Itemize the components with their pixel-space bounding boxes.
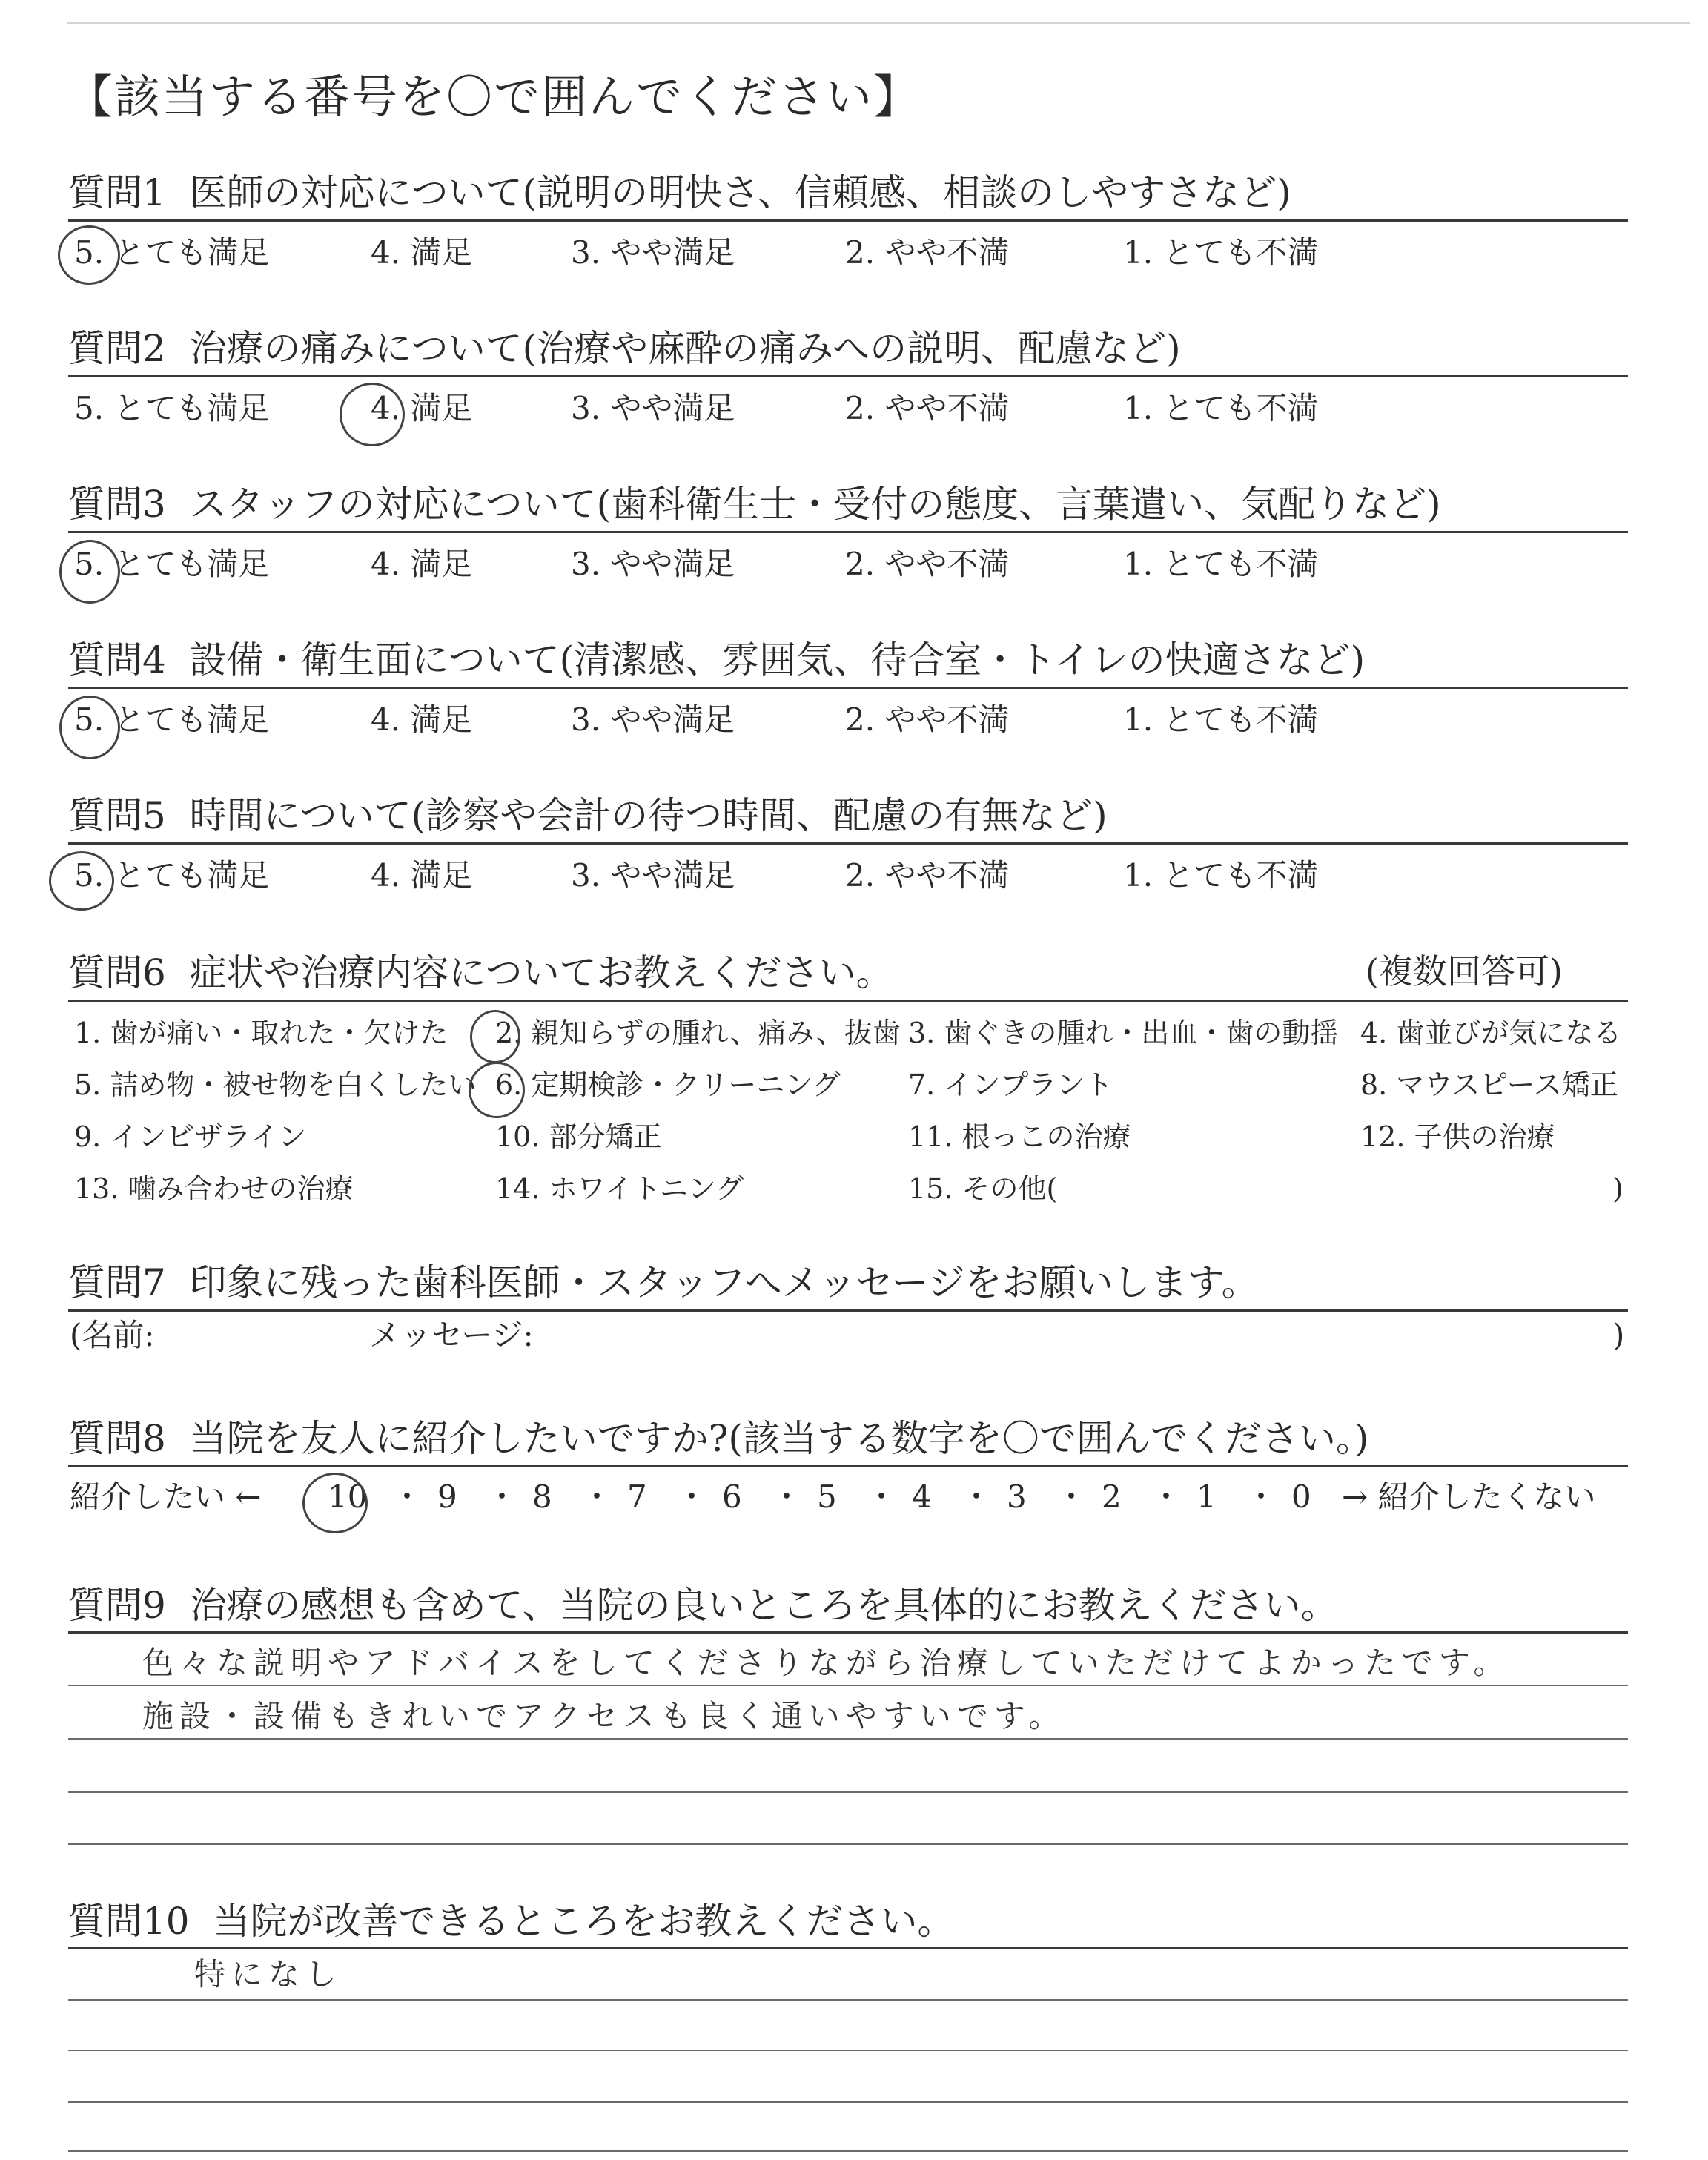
q5-option-1[interactable]: 1. とても不満 <box>1123 857 1319 894</box>
scale-separator: ・ <box>1151 1479 1182 1515</box>
q6-option-2[interactable]: 2. 親知らずの腫れ、痛み、抜歯 <box>495 1017 901 1049</box>
q3-option-4[interactable]: 4. 満足 <box>371 546 473 582</box>
question-text: 当院が改善できるところをお教えください。 <box>213 1900 955 1943</box>
scale-4[interactable]: 4 <box>912 1479 932 1515</box>
question-1-title <box>68 171 1291 214</box>
scale-8[interactable]: 8 <box>532 1479 552 1515</box>
divider <box>68 1947 1628 1949</box>
q6-option-3[interactable]: 3. 歯ぐきの腫れ・出血・歯の動揺 <box>908 1017 1339 1049</box>
answer-line <box>68 2050 1628 2051</box>
scale-separator: ・ <box>961 1479 993 1515</box>
question-text: 当院を友人に紹介したいですか?(該当する数字を〇で囲んでください。) <box>189 1417 1369 1460</box>
q5-option-5[interactable]: 5. とても満足 <box>74 857 270 894</box>
question-label: 質問8 <box>68 1417 166 1460</box>
name-label: (名前: <box>70 1317 155 1353</box>
selection-circle <box>59 540 120 604</box>
question-text: 時間について(診察や会計の待つ時間、配慮の有無など) <box>189 794 1108 837</box>
question-5-title <box>68 794 1108 837</box>
question-text: 印象に残った歯科医師・スタッフへメッセージをお願いします。 <box>189 1261 1259 1304</box>
handwritten-answer: 施設・設備もきれいでアクセスも良く通いやすいです。 <box>142 1698 1066 1734</box>
q2-option-1[interactable]: 1. とても不満 <box>1123 390 1319 426</box>
divider <box>68 1309 1628 1312</box>
message-close-paren: ) <box>1612 1317 1625 1353</box>
question-text: 設備・衛生面について(清潔感、雰囲気、待合室・トイレの快適さなど) <box>189 638 1366 681</box>
answer-line <box>68 2150 1628 2152</box>
q6-option-13[interactable]: 13. 噛み合わせの治療 <box>74 1172 354 1205</box>
q6-option-10[interactable]: 10. 部分矯正 <box>495 1120 662 1153</box>
q6-option-5[interactable]: 5. 詰め物・被せ物を白くしたい <box>74 1069 477 1101</box>
scale-separator: ・ <box>676 1479 708 1515</box>
q6-option-4[interactable]: 4. 歯並びが気になる <box>1360 1017 1622 1049</box>
q4-option-1[interactable]: 1. とても不満 <box>1123 701 1319 738</box>
divider <box>68 842 1628 845</box>
answer-line <box>68 1999 1628 2001</box>
selection-circle <box>302 1473 368 1533</box>
q6-option-11[interactable]: 11. 根っこの治療 <box>908 1120 1131 1153</box>
question-4-title <box>68 638 1366 681</box>
recommend-left-label: 紹介したい ← <box>70 1479 262 1515</box>
scale-2[interactable]: 2 <box>1102 1479 1122 1515</box>
divider <box>68 375 1628 377</box>
q6-option-12[interactable]: 12. 子供の治療 <box>1360 1120 1555 1153</box>
scale-separator: ・ <box>391 1479 423 1515</box>
divider <box>68 1631 1628 1634</box>
q6-option-8[interactable]: 8. マウスピース矯正 <box>1360 1069 1618 1101</box>
multiple-answers-note: (複数回答可) <box>1366 951 1563 991</box>
q6-option-14[interactable]: 14. ホワイトニング <box>495 1172 744 1205</box>
scale-3[interactable]: 3 <box>1007 1479 1027 1515</box>
scale-1[interactable]: 1 <box>1196 1479 1217 1515</box>
handwritten-answer: 色々な説明やアドバイスをしてくださりながら治療していただけてよかったです。 <box>142 1645 1511 1681</box>
q5-option-3[interactable]: 3. やや満足 <box>571 857 735 894</box>
q1-option-2[interactable]: 2. やや不満 <box>845 234 1010 271</box>
q1-option-3[interactable]: 3. やや満足 <box>571 234 735 271</box>
scale-separator: ・ <box>1056 1479 1088 1515</box>
scale-7[interactable]: 7 <box>627 1479 647 1515</box>
question-label: 質問7 <box>68 1261 166 1304</box>
handwritten-answer: 特になし <box>194 1956 343 1992</box>
question-label: 質問1 <box>68 171 166 214</box>
q6-option-15[interactable]: 15. その他( <box>908 1172 1058 1205</box>
divider <box>68 219 1628 222</box>
q1-option-1[interactable]: 1. とても不満 <box>1123 234 1319 271</box>
answer-line <box>68 2101 1628 2103</box>
scale-separator: ・ <box>1245 1479 1277 1515</box>
q2-option-3[interactable]: 3. やや満足 <box>571 390 735 426</box>
selection-circle <box>470 1010 520 1063</box>
q6-option-7[interactable]: 7. インプラント <box>908 1069 1113 1101</box>
scale-0[interactable]: 0 <box>1291 1479 1311 1515</box>
top-border <box>67 22 1690 24</box>
question-3-title <box>68 483 1441 526</box>
answer-line <box>68 1843 1628 1845</box>
scale-separator: ・ <box>581 1479 613 1515</box>
question-text: 医師の対応について(説明の明快さ、信頼感、相談のしやすさなど) <box>189 171 1291 214</box>
question-9-title <box>68 1584 1338 1627</box>
question-label: 質問9 <box>68 1584 166 1627</box>
question-label: 質問6 <box>68 951 166 994</box>
scale-5[interactable]: 5 <box>817 1479 837 1515</box>
q5-option-2[interactable]: 2. やや不満 <box>845 857 1010 894</box>
question-label: 質問5 <box>68 794 166 837</box>
q6-option-1[interactable]: 1. 歯が痛い・取れた・欠けた <box>74 1017 448 1049</box>
question-6-title <box>68 951 893 994</box>
divider <box>68 1465 1628 1467</box>
q2-option-2[interactable]: 2. やや不満 <box>845 390 1010 426</box>
q6-option-15-close-paren: ) <box>1612 1172 1623 1205</box>
q5-option-4[interactable]: 4. 満足 <box>371 857 473 894</box>
recommend-right-label: → 紹介したくない <box>1342 1479 1596 1515</box>
q6-option-9[interactable]: 9. インビザライン <box>74 1120 307 1153</box>
question-label: 質問10 <box>68 1900 190 1943</box>
scale-separator: ・ <box>486 1479 518 1515</box>
question-text: 治療の感想も含めて、当院の良いところを具体的にお教えください。 <box>189 1584 1338 1627</box>
question-10-title <box>68 1900 955 1943</box>
scale-separator: ・ <box>771 1479 803 1515</box>
question-2-title <box>68 327 1181 370</box>
question-text: 治療の痛みについて(治療や麻酔の痛みへの説明、配慮など) <box>189 327 1181 370</box>
question-label: 質問4 <box>68 638 166 681</box>
divider <box>68 531 1628 533</box>
question-text: スタッフの対応について(歯科衛生士・受付の態度、言葉遣い、気配りなど) <box>189 483 1441 526</box>
selection-circle <box>49 851 114 911</box>
q4-option-3[interactable]: 3. やや満足 <box>571 701 735 738</box>
scale-separator: ・ <box>866 1479 898 1515</box>
selection-circle <box>58 225 120 285</box>
selection-circle <box>59 696 120 759</box>
question-label: 質問2 <box>68 327 166 370</box>
message-label: メッセージ: <box>369 1317 534 1353</box>
selection-circle <box>469 1062 525 1118</box>
q4-option-4[interactable]: 4. 満足 <box>371 701 473 738</box>
q4-option-5[interactable]: 5. とても満足 <box>74 701 270 738</box>
q3-option-2[interactable]: 2. やや不満 <box>845 546 1010 582</box>
divider <box>68 687 1628 689</box>
scale-6[interactable]: 6 <box>722 1479 742 1515</box>
question-text: 症状や治療内容についてお教えください。 <box>189 951 893 994</box>
q2-option-5[interactable]: 5. とても満足 <box>74 390 270 426</box>
q4-option-2[interactable]: 2. やや不満 <box>845 701 1010 738</box>
q2-option-4[interactable]: 4. 満足 <box>371 390 473 426</box>
question-7-title <box>68 1261 1259 1304</box>
answer-line <box>68 1791 1628 1793</box>
scale-9[interactable]: 9 <box>437 1479 457 1515</box>
divider <box>68 1000 1628 1002</box>
q3-option-3[interactable]: 3. やや満足 <box>571 546 735 582</box>
q1-option-5[interactable]: 5. とても満足 <box>74 234 270 271</box>
q1-option-4[interactable]: 4. 満足 <box>371 234 473 271</box>
selection-circle <box>340 383 405 446</box>
q3-option-1[interactable]: 1. とても不満 <box>1123 546 1319 582</box>
question-label: 質問3 <box>68 483 166 526</box>
answer-line <box>68 1738 1628 1740</box>
q3-option-5[interactable]: 5. とても満足 <box>74 546 270 582</box>
q6-option-6[interactable]: 6. 定期検診・クリーニング <box>495 1069 841 1101</box>
page-title: 【該当する番号を〇で囲んでください】 <box>67 70 921 124</box>
scale-10[interactable]: 10 <box>328 1479 368 1515</box>
question-8-title <box>68 1417 1369 1460</box>
answer-line <box>68 1685 1628 1686</box>
